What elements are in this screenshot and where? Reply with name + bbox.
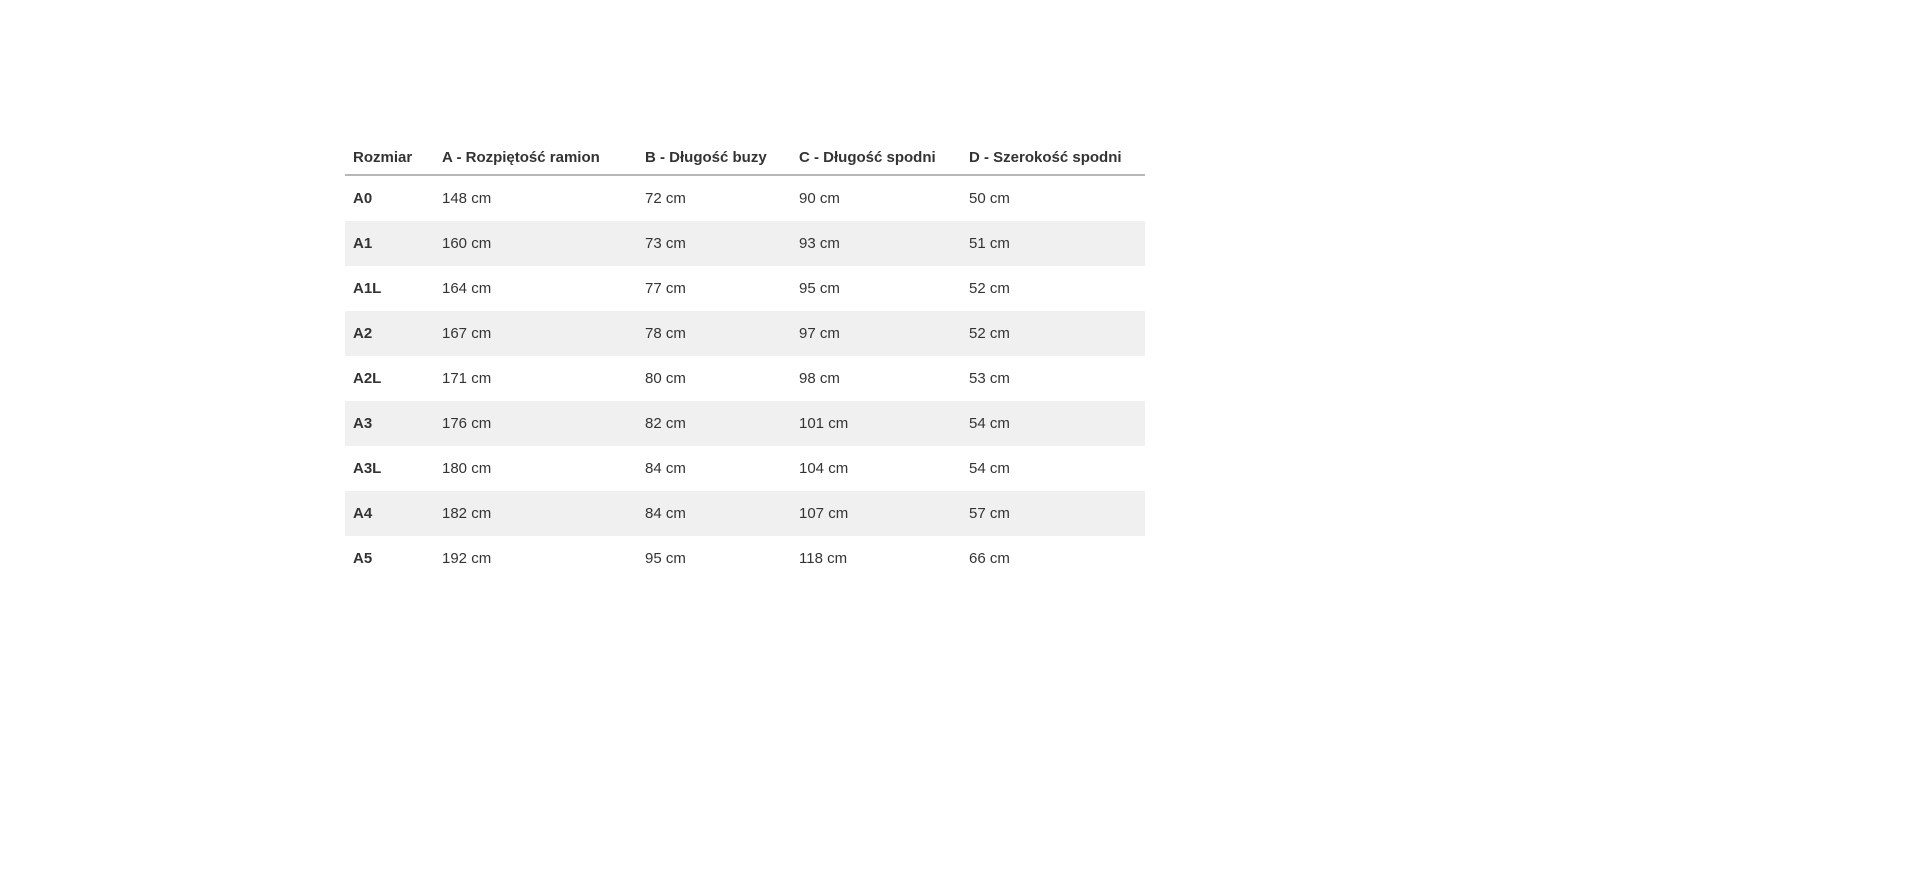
value-a: 164 cm — [442, 280, 492, 297]
value-c: 104 cm — [799, 460, 849, 477]
value-c: 98 cm — [799, 370, 840, 387]
value-d: 50 cm — [969, 190, 1010, 207]
value-b: 73 cm — [645, 235, 686, 252]
value-a: 176 cm — [442, 415, 492, 432]
table-row — [345, 491, 1145, 536]
size-chart-header — [345, 141, 1145, 175]
column-header-szerokosc-spodni: D - Szerokość spodni — [961, 141, 1145, 175]
value-a: 182 cm — [442, 505, 492, 522]
value-c: 97 cm — [799, 325, 840, 342]
table-row — [345, 221, 1145, 266]
value-d: 52 cm — [969, 280, 1010, 297]
table-row — [345, 536, 1145, 581]
value-c: 93 cm — [799, 235, 840, 252]
size-label: A2 — [353, 325, 373, 342]
value-b: 95 cm — [645, 550, 686, 567]
value-c: 95 cm — [799, 280, 840, 297]
size-label: A1L — [353, 280, 382, 297]
size-label: A2L — [353, 370, 382, 387]
value-d: 54 cm — [969, 460, 1010, 477]
value-c: 101 cm — [799, 415, 849, 432]
value-a: 148 cm — [442, 190, 492, 207]
value-b: 84 cm — [645, 460, 686, 477]
table-row — [345, 401, 1145, 446]
size-label: A4 — [353, 505, 373, 522]
value-a: 171 cm — [442, 370, 492, 387]
size-label: A3L — [353, 460, 382, 477]
size-chart — [345, 141, 1145, 581]
table-row — [345, 446, 1145, 491]
value-d: 66 cm — [969, 550, 1010, 567]
value-d: 51 cm — [969, 235, 1010, 252]
table-row — [345, 266, 1145, 311]
value-d: 57 cm — [969, 505, 1010, 522]
column-header-dlugosc-buzy: B - Długość buzy — [637, 141, 791, 175]
column-header-rozpietosc-ramion: A - Rozpiętość ramion — [434, 141, 637, 175]
value-b: 72 cm — [645, 190, 686, 207]
column-header-rozmiar: Rozmiar — [345, 141, 434, 175]
value-b: 78 cm — [645, 325, 686, 342]
column-header-dlugosc-spodni: C - Długość spodni — [791, 141, 961, 175]
size-label: A0 — [353, 190, 373, 207]
value-a: 192 cm — [442, 550, 492, 567]
size-chart-body — [345, 175, 1145, 581]
size-label: A5 — [353, 550, 373, 567]
value-a: 180 cm — [442, 460, 492, 477]
value-d: 53 cm — [969, 370, 1010, 387]
size-label: A1 — [353, 235, 373, 252]
value-b: 82 cm — [645, 415, 686, 432]
size-chart-table — [345, 141, 1145, 581]
value-b: 77 cm — [645, 280, 686, 297]
value-a: 160 cm — [442, 235, 492, 252]
value-c: 90 cm — [799, 190, 840, 207]
value-d: 54 cm — [969, 415, 1010, 432]
value-a: 167 cm — [442, 325, 492, 342]
value-d: 52 cm — [969, 325, 1010, 342]
value-b: 80 cm — [645, 370, 686, 387]
size-label: A3 — [353, 415, 373, 432]
header-row — [345, 141, 1145, 175]
table-row — [345, 356, 1145, 401]
value-b: 84 cm — [645, 505, 686, 522]
value-c: 118 cm — [799, 550, 848, 567]
value-c: 107 cm — [799, 505, 849, 522]
table-row — [345, 311, 1145, 356]
table-row — [345, 175, 1145, 221]
